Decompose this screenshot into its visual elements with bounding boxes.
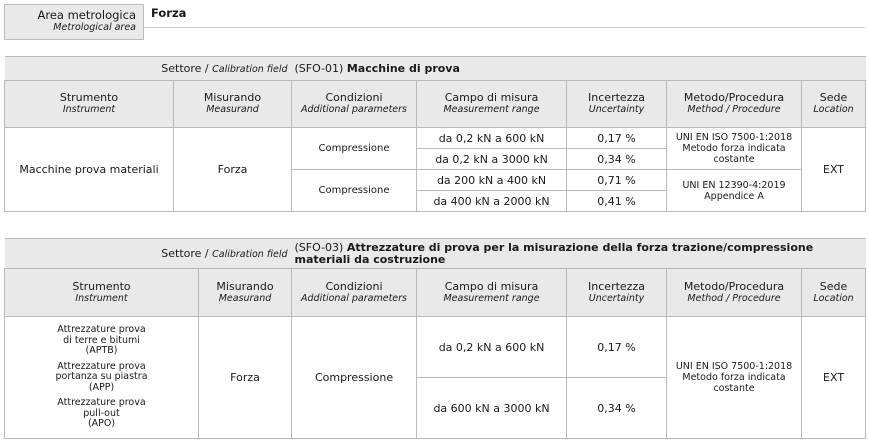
col-header-range: Campo di misura Measurement range [417,269,567,317]
header-row [5,269,866,317]
method-cell: UNI EN ISO 7500-1:2018 Metodo forza indicata costante [667,128,802,170]
condition-cell: Compressione [292,317,417,439]
table-row [5,317,866,378]
sector-title: (SFO-01) Macchine di prova [292,57,866,81]
header-row [5,81,866,128]
col-header-uncertainty: Incertezza Uncertainty [567,81,667,128]
area-value: Forza [151,6,187,20]
calibration-table-sfo01 [4,56,866,212]
area-label: Area metrologica [37,8,136,22]
col-header-instrument: Strumento Instrument [5,81,174,128]
area-label-box [4,4,144,40]
uncertainty-cell: 0,41 % [567,191,667,212]
col-header-location: Sede Location [802,269,866,317]
col-header-uncertainty: Incertezza Uncertainty [567,269,667,317]
table-row [5,128,866,149]
col-header-measurand: Misurando Measurand [174,81,292,128]
uncertainty-cell: 0,17 % [567,317,667,378]
area-label-en: Metrological area [53,22,136,33]
divider [144,27,865,28]
measurand-cell: Forza [199,317,292,439]
condition-cell: Compressione [292,170,417,212]
range-cell: da 0,2 kN a 600 kN [417,128,567,149]
col-header-range: Campo di misura Measurement range [417,81,567,128]
instrument-cell: Macchine prova materiali [5,128,174,212]
col-header-location: Sede Location [802,81,866,128]
uncertainty-cell: 0,34 % [567,378,667,439]
measurand-cell: Forza [174,128,292,212]
col-header-method: Metodo/Procedura Method / Procedure [667,269,802,317]
col-header-instrument: Strumento Instrument [5,269,199,317]
location-cell: EXT [802,317,866,439]
range-cell: da 0,2 kN a 600 kN [417,317,567,378]
range-cell: da 200 kN a 400 kN [417,170,567,191]
sector-label: Settore / Calibration field [5,57,292,81]
method-cell: UNI EN 12390-4:2019 Appendice A [667,170,802,212]
range-cell: da 600 kN a 3000 kN [417,378,567,439]
uncertainty-cell: 0,17 % [567,128,667,149]
col-header-conditions: Condizioni Additional parameters [292,81,417,128]
range-cell: da 400 kN a 2000 kN [417,191,567,212]
sector-label: Settore / Calibration field [5,239,292,269]
uncertainty-cell: 0,34 % [567,149,667,170]
col-header-method: Metodo/Procedura Method / Procedure [667,81,802,128]
method-cell: UNI EN ISO 7500-1:2018 Metodo forza indicata costante [667,317,802,439]
instrument-cell: Attrezzature prova di terre e bitumi (APTB) Attrezzature prova portanza su piastra (APP) Attrezzature prova pull-out (APO) [5,317,199,439]
col-header-conditions: Condizioni Additional parameters [292,269,417,317]
uncertainty-cell: 0,71 % [567,170,667,191]
location-cell: EXT [802,128,866,212]
calibration-table-sfo03 [4,238,866,439]
sector-title: (SFO-03) Attrezzature di prova per la misurazione della forza trazione/compressione materiali da costruzione [292,239,866,269]
condition-cell: Compressione [292,128,417,170]
col-header-measurand: Misurando Measurand [199,269,292,317]
range-cell: da 0,2 kN a 3000 kN [417,149,567,170]
